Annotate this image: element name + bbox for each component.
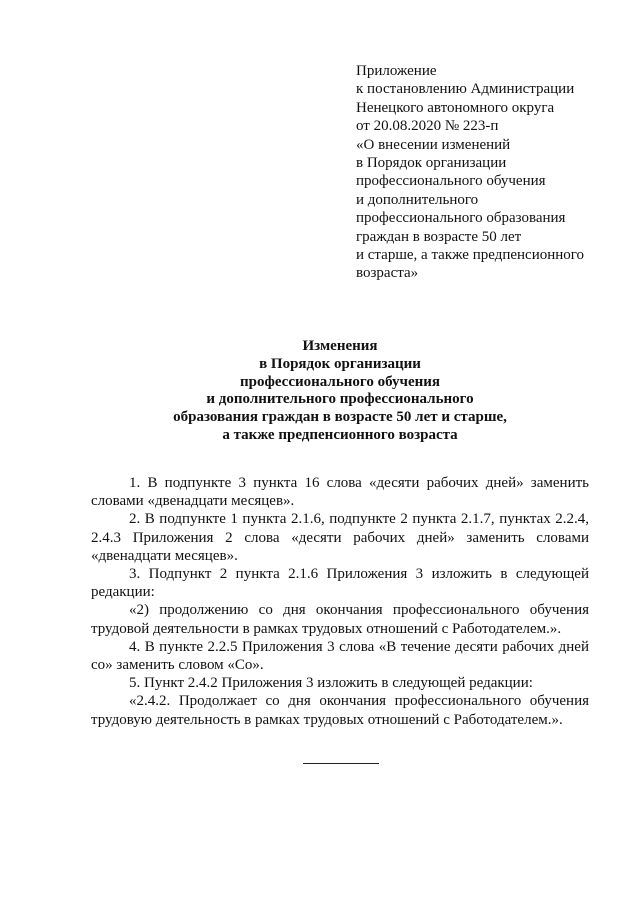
title-line: а также предпенсионного возраста [222, 426, 458, 443]
appendix-line: от 20.08.2020 № 223-п [356, 118, 499, 135]
title-line: и дополнительного профессионального [206, 391, 474, 408]
appendix-line: Приложение [356, 63, 437, 79]
appendix-line: в Порядок организации [356, 155, 507, 172]
document-body [91, 474, 589, 729]
appendix-line: граждан в возрасте 50 лет [356, 228, 522, 245]
body-paragraph: «2) продолжению со дня окончания профессионального обучения трудовой деятельности в рамках трудовых отношений с Работодателем.». [91, 602, 589, 637]
appendix-line: и старше, а также предпенсионного [356, 247, 585, 264]
document-title [90, 338, 590, 445]
title-line: образования граждан в возрасте 50 лет и старше, [173, 409, 507, 426]
body-paragraph: 2. В подпункте 1 пункта 2.1.6, подпункте 2 пункта 2.1.7, пунктах 2.2.4, 2.4.3 Приложения 2 слова «десяти рабочих дней» заменить словами «двенадцати месяцев». [91, 511, 589, 564]
appendix-line: «О внесении изменений [356, 136, 511, 153]
body-paragraph: 3. Подпункт 2 пункта 2.1.6 Приложения 3 изложить в следующей редакции: [91, 566, 589, 601]
body-paragraph: «2.4.2. Продолжает со дня окончания профессионального обучения трудовую деятельность в рамках трудовых отношений с Работодателем.». [91, 693, 589, 728]
appendix-header [356, 62, 626, 283]
appendix-line: к постановлению Администрации [356, 81, 575, 98]
appendix-line: и дополнительного [356, 191, 479, 208]
body-paragraph: 4. В пункте 2.2.5 Приложения 3 слова «В течение десяти рабочих дней со» заменить словом «Со». [91, 638, 589, 674]
body-paragraph: 1. В подпункте 3 пункта 16 слова «десяти рабочих дней» заменить словами «двенадцати месяцев». [91, 475, 589, 510]
closing-divider [303, 763, 379, 764]
title-line: Изменения [302, 338, 378, 354]
body-paragraph: 5. Пункт 2.4.2 Приложения 3 изложить в следующей редакции: [129, 675, 533, 692]
appendix-line: возраста» [356, 265, 419, 282]
appendix-line: профессионального образования [356, 210, 566, 227]
appendix-line: Ненецкого автономного округа [356, 99, 555, 116]
title-line: профессионального обучения [239, 373, 441, 390]
appendix-line: профессионального обучения [356, 173, 546, 190]
title-line: в Порядок организации [259, 355, 421, 372]
